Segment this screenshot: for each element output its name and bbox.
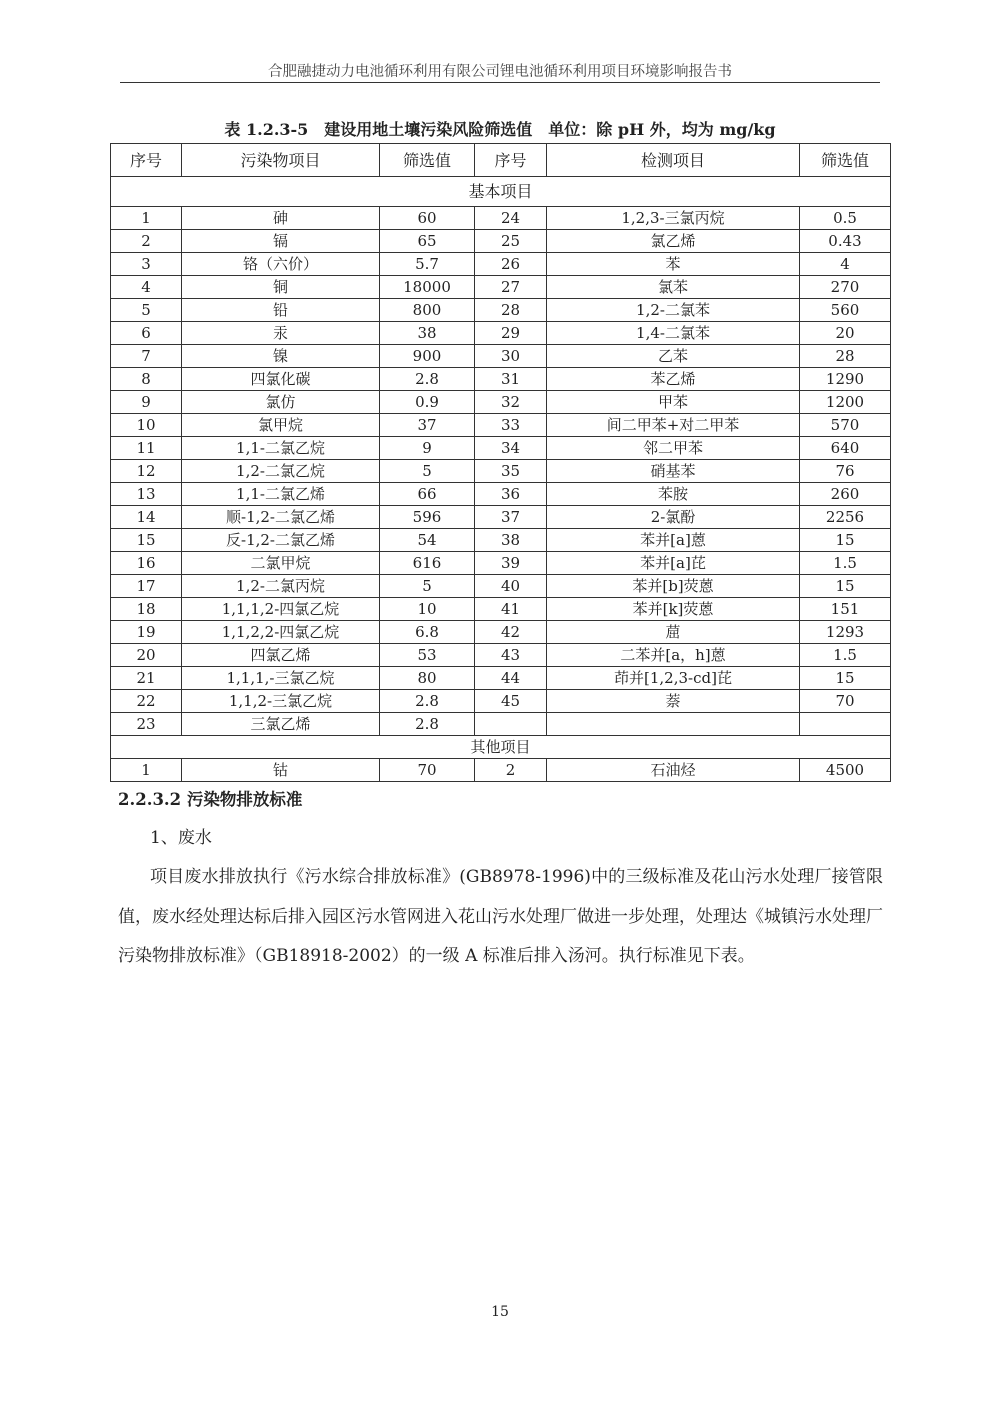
table-cell: 19	[111, 621, 182, 644]
page-body	[110, 119, 890, 977]
table-cell: 70	[800, 690, 891, 713]
subsection-heading: 1、废水	[150, 828, 212, 848]
table-cell: 17	[111, 575, 182, 598]
table-cell: 1.5	[800, 644, 891, 667]
table-cell: 1,2-二氯丙烷	[182, 575, 380, 598]
table-cell: 二氯甲烷	[182, 552, 380, 575]
table-cell: 䓛	[547, 621, 800, 644]
col-header: 筛选值	[380, 144, 475, 177]
soil-screening-table	[110, 143, 891, 782]
table-cell: 邻二甲苯	[547, 437, 800, 460]
table-cell: 1	[111, 759, 182, 782]
table-cell	[475, 713, 547, 736]
table-cell: 27	[475, 276, 547, 299]
table-cell: 42	[475, 621, 547, 644]
page-header: 合肥融捷动力电池循环利用有限公司锂电池循环利用项目环境影响报告书	[268, 64, 732, 80]
table-cell: 铬（六价）	[182, 253, 380, 276]
table-cell: 15	[800, 667, 891, 690]
table-cell: 14	[111, 506, 182, 529]
table-cell: 5	[111, 299, 182, 322]
table-cell	[800, 713, 891, 736]
table-cell: 34	[475, 437, 547, 460]
table-cell: 15	[800, 575, 891, 598]
table-cell: 616	[380, 552, 475, 575]
table-cell: 镍	[182, 345, 380, 368]
table-cell: 1293	[800, 621, 891, 644]
table-cell: 21	[111, 667, 182, 690]
table-row	[111, 207, 891, 230]
table-cell: 苯并[k]荧蒽	[547, 598, 800, 621]
table-cell: 氯甲烷	[182, 414, 380, 437]
table-cell: 6.8	[380, 621, 475, 644]
table-cell: 砷	[182, 207, 380, 230]
table-cell: 33	[475, 414, 547, 437]
table-cell: 40	[475, 575, 547, 598]
table-cell: 1,4-二氯苯	[547, 322, 800, 345]
table-cell: 80	[380, 667, 475, 690]
table-row	[111, 322, 891, 345]
table-cell: 151	[800, 598, 891, 621]
table-cell: 氯苯	[547, 276, 800, 299]
table-cell: 1,1,1,2-四氯乙烷	[182, 598, 380, 621]
table-cell: 2.8	[380, 368, 475, 391]
table-cell: 76	[800, 460, 891, 483]
table-cell: 4500	[800, 759, 891, 782]
table-row	[111, 483, 891, 506]
table-cell: 四氯化碳	[182, 368, 380, 391]
col-header: 检测项目	[547, 144, 800, 177]
section-row-basic	[111, 177, 891, 207]
table-cell: 28	[800, 345, 891, 368]
table-cell: 25	[475, 230, 547, 253]
table-cell: 萘	[547, 690, 800, 713]
table-row	[111, 598, 891, 621]
table-row	[111, 529, 891, 552]
table-row	[111, 506, 891, 529]
table-cell: 钴	[182, 759, 380, 782]
table-cell	[547, 713, 800, 736]
table-cell: 24	[475, 207, 547, 230]
table-cell: 900	[380, 345, 475, 368]
body-paragraph: 项目废水排放执行《污水综合排放标准》(GB8978-1996)中的三级标准及花山污水处理厂接管限值，废水经处理达标后排入园区污水管网进入花山污水处理厂做进一步处理，处理达《城镇污水处理厂污染物排放标准》（GB18918-2002）的一级 A 标准后排入汤河。执行标准见下表。	[118, 867, 883, 967]
table-cell: 70	[380, 759, 475, 782]
table-cell: 31	[475, 368, 547, 391]
table-cell: 氯乙烯	[547, 230, 800, 253]
table-cell: 顺-1,2-二氯乙烯	[182, 506, 380, 529]
table-cell: 4	[800, 253, 891, 276]
table-row	[111, 391, 891, 414]
table-cell: 铜	[182, 276, 380, 299]
table-cell: 44	[475, 667, 547, 690]
table-cell: 12	[111, 460, 182, 483]
table-cell: 6	[111, 322, 182, 345]
table-cell: 5	[380, 575, 475, 598]
table-cell: 间二甲苯+对二甲苯	[547, 414, 800, 437]
table-cell: 8	[111, 368, 182, 391]
table-cell: 乙苯	[547, 345, 800, 368]
table-cell: 13	[111, 483, 182, 506]
table-row	[111, 552, 891, 575]
table-cell: 1,1,2-三氯乙烷	[182, 690, 380, 713]
table-cell: 1,2-二氯苯	[547, 299, 800, 322]
table-cell: 16	[111, 552, 182, 575]
table-cell: 20	[800, 322, 891, 345]
table-row	[111, 759, 891, 782]
table-cell: 二苯并[a，h]蒽	[547, 644, 800, 667]
table-cell: 0.5	[800, 207, 891, 230]
table-row	[111, 621, 891, 644]
table-row	[111, 230, 891, 253]
col-header: 序号	[475, 144, 547, 177]
table-cell: 37	[475, 506, 547, 529]
section-label: 其他项目	[111, 736, 891, 759]
table-cell: 铅	[182, 299, 380, 322]
table-cell: 15	[111, 529, 182, 552]
table-cell: 苯并[a]蒽	[547, 529, 800, 552]
col-header: 序号	[111, 144, 182, 177]
table-cell: 18000	[380, 276, 475, 299]
table-cell: 15	[800, 529, 891, 552]
table-caption: 表 1.2.3-5 建设用地土壤污染风险筛选值 单位：除 pH 外，均为 mg/kg	[224, 120, 776, 139]
table-cell: 570	[800, 414, 891, 437]
table-cell: 11	[111, 437, 182, 460]
table-cell: 640	[800, 437, 891, 460]
table-cell: 39	[475, 552, 547, 575]
table-cell: 0.9	[380, 391, 475, 414]
col-header: 污染物项目	[182, 144, 380, 177]
table-cell: 54	[380, 529, 475, 552]
table-row	[111, 345, 891, 368]
table-cell: 1,2-二氯乙烷	[182, 460, 380, 483]
table-cell: 汞	[182, 322, 380, 345]
table-row	[111, 299, 891, 322]
table-cell: 26	[475, 253, 547, 276]
table-cell: 38	[475, 529, 547, 552]
table-row	[111, 644, 891, 667]
table-cell: 36	[475, 483, 547, 506]
table-cell: 1,1-二氯乙烷	[182, 437, 380, 460]
table-cell: 四氯乙烯	[182, 644, 380, 667]
table-cell: 5.7	[380, 253, 475, 276]
col-header: 筛选值	[800, 144, 891, 177]
table-cell: 苯并[b]荧蒽	[547, 575, 800, 598]
header-divider	[120, 82, 880, 83]
table-cell: 38	[380, 322, 475, 345]
table-cell: 1290	[800, 368, 891, 391]
table-cell: 66	[380, 483, 475, 506]
table-cell: 270	[800, 276, 891, 299]
page-number: 15	[491, 1304, 509, 1320]
table-cell: 9	[111, 391, 182, 414]
table-row	[111, 667, 891, 690]
table-cell: 苯胺	[547, 483, 800, 506]
table-cell: 560	[800, 299, 891, 322]
table-cell: 茚并[1,2,3-cd]芘	[547, 667, 800, 690]
table-cell: 甲苯	[547, 391, 800, 414]
table-cell: 10	[380, 598, 475, 621]
table-cell: 7	[111, 345, 182, 368]
table-cell: 9	[380, 437, 475, 460]
table-row	[111, 460, 891, 483]
table-cell: 2-氯酚	[547, 506, 800, 529]
table-cell: 氯仿	[182, 391, 380, 414]
table-cell: 5	[380, 460, 475, 483]
table-cell: 45	[475, 690, 547, 713]
table-cell: 20	[111, 644, 182, 667]
table-cell: 1.5	[800, 552, 891, 575]
table-cell: 1,1,1,-三氯乙烷	[182, 667, 380, 690]
table-cell: 28	[475, 299, 547, 322]
table-cell: 65	[380, 230, 475, 253]
table-cell: 32	[475, 391, 547, 414]
table-cell: 苯	[547, 253, 800, 276]
table-cell: 30	[475, 345, 547, 368]
table-cell: 2	[475, 759, 547, 782]
table-cell: 3	[111, 253, 182, 276]
table-cell: 苯乙烯	[547, 368, 800, 391]
table-cell: 三氯乙烯	[182, 713, 380, 736]
table-cell: 硝基苯	[547, 460, 800, 483]
table-row	[111, 690, 891, 713]
table-row	[111, 575, 891, 598]
table-header-row	[111, 144, 891, 177]
table-cell: 2.8	[380, 713, 475, 736]
table-cell: 29	[475, 322, 547, 345]
table-cell: 37	[380, 414, 475, 437]
table-cell: 反-1,2-二氯乙烯	[182, 529, 380, 552]
table-cell: 1	[111, 207, 182, 230]
table-cell: 18	[111, 598, 182, 621]
table-cell: 260	[800, 483, 891, 506]
table-cell: 43	[475, 644, 547, 667]
table-cell: 23	[111, 713, 182, 736]
table-cell: 1,1-二氯乙烯	[182, 483, 380, 506]
table-cell: 60	[380, 207, 475, 230]
table-cell: 镉	[182, 230, 380, 253]
table-cell: 800	[380, 299, 475, 322]
section-heading: 2.2.3.2 污染物排放标准	[118, 790, 303, 809]
table-row	[111, 713, 891, 736]
table-cell: 10	[111, 414, 182, 437]
section-row-other	[111, 736, 891, 759]
table-cell: 1,1,2,2-四氯乙烷	[182, 621, 380, 644]
table-cell: 22	[111, 690, 182, 713]
table-cell: 苯并[a]芘	[547, 552, 800, 575]
table-cell: 35	[475, 460, 547, 483]
table-row	[111, 276, 891, 299]
table-cell: 596	[380, 506, 475, 529]
section-label: 基本项目	[111, 177, 891, 207]
table-cell: 4	[111, 276, 182, 299]
table-row	[111, 437, 891, 460]
table-cell: 1,2,3-三氯丙烷	[547, 207, 800, 230]
table-cell: 53	[380, 644, 475, 667]
table-cell: 2.8	[380, 690, 475, 713]
table-row	[111, 414, 891, 437]
table-cell: 2256	[800, 506, 891, 529]
table-row	[111, 253, 891, 276]
table-cell: 2	[111, 230, 182, 253]
table-row	[111, 368, 891, 391]
table-cell: 1200	[800, 391, 891, 414]
table-cell: 石油烃	[547, 759, 800, 782]
table-cell: 41	[475, 598, 547, 621]
table-cell: 0.43	[800, 230, 891, 253]
